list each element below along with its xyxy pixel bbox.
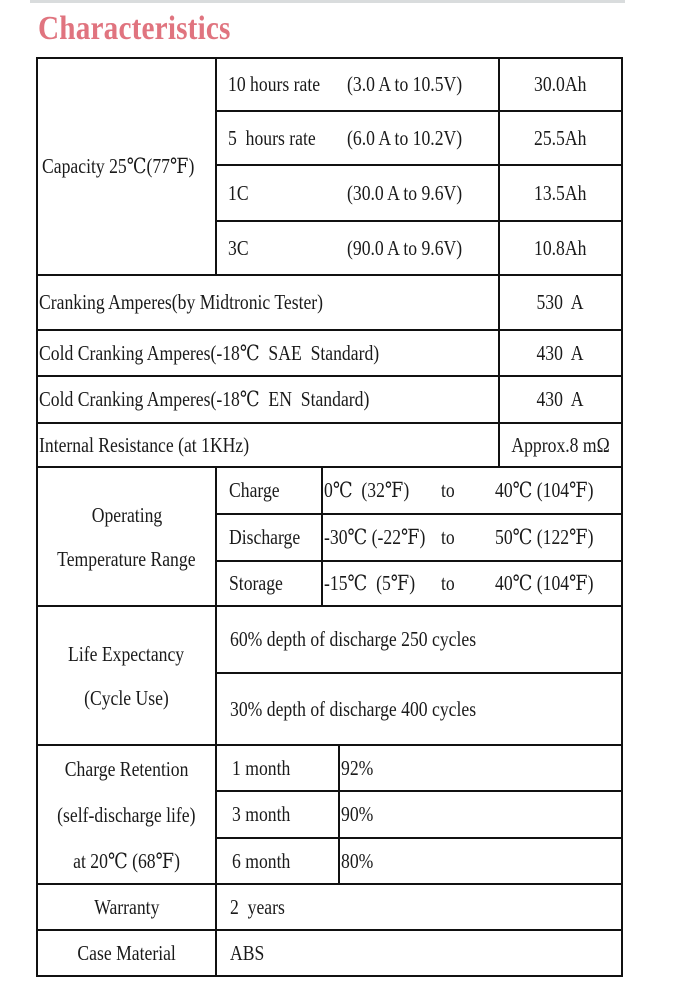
col-divider: [338, 744, 340, 884]
temperature-high: 40℃ (104℉): [495, 478, 594, 502]
capacity-rate-text: 5 hours rate: [228, 125, 316, 150]
capacity-rate-text: 3C: [228, 235, 249, 260]
retention-value-text: 80%: [341, 848, 374, 873]
capacity-condition-text: (6.0 A to 10.2V): [347, 125, 463, 150]
warranty-label-text: Warranty: [93, 894, 160, 919]
temperature-label-line: Operating: [91, 502, 162, 527]
page-title: Characteristics: [38, 10, 231, 47]
temperature-high: 50℃ (122℉): [495, 525, 594, 549]
temperature-label: [38, 468, 215, 605]
cranking-value-text: 530 A: [536, 290, 585, 314]
temperature-to: to: [441, 571, 455, 595]
cca-en-value-text: 430 A: [536, 387, 585, 411]
temperature-mode: [229, 468, 321, 513]
cca-sae-value: [500, 331, 621, 375]
capacity-condition-text: (90.0 A to 9.6V): [347, 235, 463, 260]
capacity-condition-text: (3.0 A to 10.5V): [347, 72, 463, 96]
retention-period: [232, 746, 336, 790]
cca-sae-value-text: 430 A: [536, 340, 585, 365]
temperature-label-line: Temperature Range: [57, 546, 196, 571]
capacity-value: [500, 59, 621, 110]
capacity-value-text: 10.8Ah: [534, 235, 587, 260]
capacity-rate: [228, 59, 338, 110]
capacity-row: [217, 59, 498, 110]
retention-label-line: (self-discharge life): [57, 802, 196, 827]
cca-en-label: [39, 377, 497, 422]
table-border-right: [621, 57, 623, 977]
temperature-range: [323, 468, 621, 513]
capacity-condition: [347, 59, 484, 110]
life-row: [230, 674, 620, 744]
capacity-value: [500, 222, 621, 274]
temperature-high: 40℃ (104℉): [495, 571, 594, 595]
capacity-row: [217, 112, 498, 164]
capacity-rate: [228, 112, 332, 164]
cranking-label: [39, 276, 497, 329]
table-border-bottom: [36, 975, 623, 977]
capacity-rate: [228, 222, 253, 274]
retention-period: [232, 839, 336, 883]
internal-resistance-value-text: Approx.8 mΩ: [511, 432, 610, 457]
case-material-label-text: Case Material: [77, 940, 176, 965]
internal-resistance-label-text: Internal Resistance (at 1KHz): [39, 432, 250, 457]
cca-sae-label: [39, 331, 497, 375]
retention-value: [341, 746, 619, 790]
life-label-line: (Cycle Use): [84, 685, 169, 710]
capacity-value: [500, 166, 621, 220]
retention-label-line: at 20℃ (68℉): [73, 848, 180, 873]
case-material-value: [230, 931, 620, 975]
capacity-condition: [347, 112, 484, 164]
cca-sae-label-text: Cold Cranking Amperes(-18℃ SAE Standard): [39, 340, 380, 365]
life-row-text: 60% depth of discharge 250 cycles: [230, 627, 477, 651]
capacity-row: [217, 222, 498, 274]
case-material-label: [38, 931, 215, 975]
temperature-to: to: [441, 525, 455, 549]
retention-value-text: 92%: [341, 755, 374, 780]
retention-label-line: Charge Retention: [64, 756, 189, 781]
warranty-label: [38, 885, 215, 929]
life-row-text: 30% depth of discharge 400 cycles: [230, 696, 477, 721]
temperature-low: -30℃ (-22℉): [324, 525, 426, 549]
retention-period-text: 1 month: [232, 755, 291, 780]
capacity-label-text: Capacity 25℃(77℉): [42, 153, 195, 178]
cranking-label-text: Cranking Amperes(by Midtronic Tester): [39, 290, 324, 314]
capacity-rate-text: 1C: [228, 180, 249, 205]
temperature-mode: [229, 515, 321, 560]
life-expectancy-label: [38, 607, 215, 744]
capacity-condition-text: (30.0 A to 9.6V): [347, 180, 463, 205]
temperature-to: to: [441, 478, 455, 502]
retention-period-text: 3 month: [232, 802, 291, 826]
retention-period: [232, 792, 336, 837]
capacity-condition: [347, 166, 484, 220]
temperature-low: 0℃ (32℉): [324, 478, 410, 502]
temperature-mode-text: Storage: [229, 571, 283, 595]
temperature-range: [323, 515, 621, 560]
retention-value: [341, 792, 619, 837]
capacity-value-text: 13.5Ah: [534, 180, 587, 205]
life-row: [230, 607, 620, 672]
case-material-value-text: ABS: [230, 940, 265, 965]
temperature-mode-text: Discharge: [229, 525, 301, 549]
characteristics-table: [36, 57, 623, 977]
col-divider: [215, 466, 217, 977]
internal-resistance-label: [39, 424, 497, 466]
retention-value: [341, 839, 619, 883]
retention-value-text: 90%: [341, 802, 374, 826]
cca-en-label-text: Cold Cranking Amperes(-18℃ EN Standard): [39, 387, 370, 411]
temperature-low: -15℃ (5℉): [324, 571, 416, 595]
capacity-label: [42, 57, 214, 275]
capacity-rate-text: 10 hours rate: [228, 72, 321, 96]
charge-retention-label: [38, 746, 215, 883]
capacity-rate: [228, 166, 253, 220]
capacity-value: [500, 112, 621, 164]
capacity-value-text: 25.5Ah: [534, 125, 587, 150]
internal-resistance-value: [500, 424, 621, 466]
life-label-line: Life Expectancy: [68, 641, 185, 666]
capacity-condition: [347, 222, 484, 274]
temperature-mode: [229, 562, 321, 605]
retention-period-text: 6 month: [232, 848, 291, 873]
capacity-row: [217, 166, 498, 220]
temperature-mode-text: Charge: [229, 478, 280, 502]
warranty-value: [230, 885, 620, 929]
top-rule: [30, 0, 625, 3]
cca-en-value: [500, 377, 621, 422]
capacity-value-text: 30.0Ah: [534, 72, 587, 96]
warranty-value-text: 2 years: [230, 894, 285, 919]
cranking-value: [500, 276, 621, 329]
temperature-range: [323, 562, 621, 605]
